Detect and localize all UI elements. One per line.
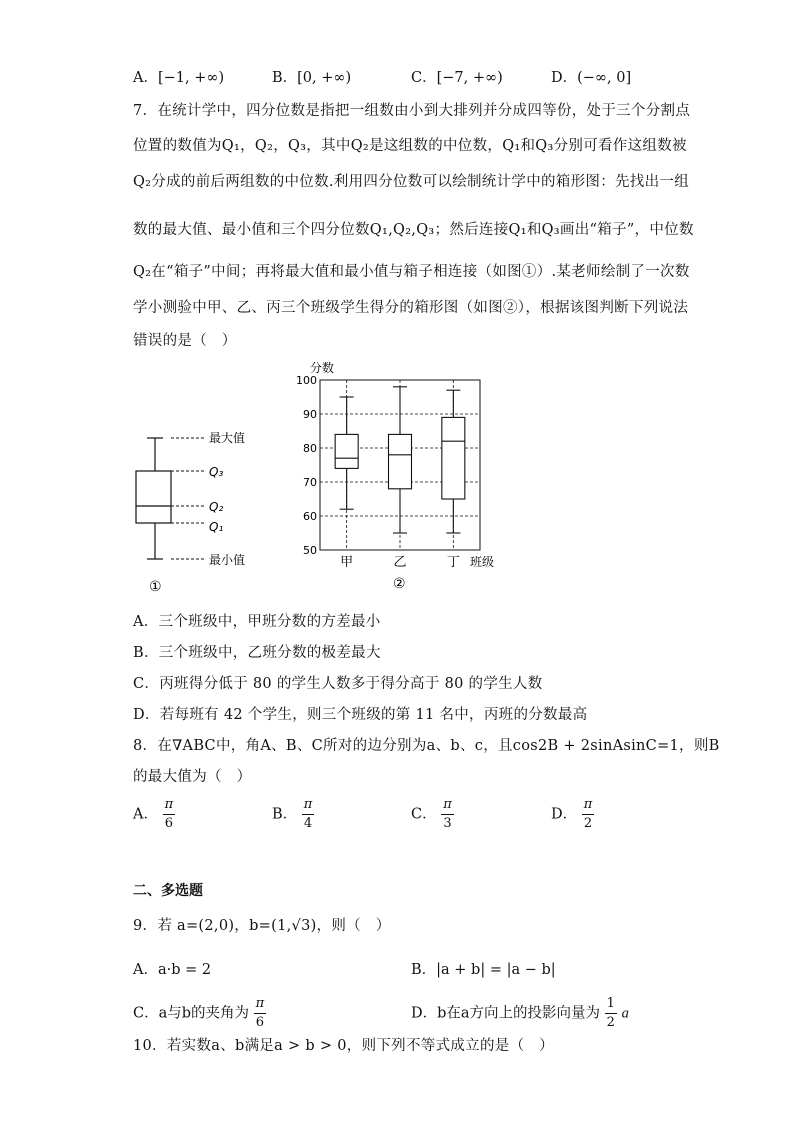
q8-option-b-fraction: $\frac{\pi}{4}$ <box>303 797 313 831</box>
q8-option-c-label: C． <box>411 806 437 823</box>
q8-option-d-label: D． <box>551 806 578 823</box>
y-tick-label: 70 <box>303 476 317 489</box>
q7-stem-line-1: 7．在统计学中，四分位数是指把一组数由小到大排列并分成四等份，处于三个分割点 <box>133 103 691 119</box>
box-2 <box>389 434 412 488</box>
box-1 <box>335 434 358 468</box>
q9-stem: 9．若 a=(2,0)，b=(1,√3)，则（ ） <box>133 918 391 934</box>
q9-option-a: A．a·b = 2 <box>133 962 212 978</box>
box-3 <box>442 417 465 499</box>
figure-1-caption: ① <box>149 579 162 595</box>
chart-x-axis-label: 班级 <box>470 555 495 569</box>
q7-stem-line-4: 数的最大值、最小值和三个四分位数Q₁,Q₂,Q₃；然后连接Q₁和Q₃画出“箱子”，中位数 <box>133 222 694 238</box>
q8-option-b <box>272 796 314 833</box>
q9-option-c <box>133 995 266 1032</box>
q6-option-c: C．[−7, +∞) <box>411 70 503 86</box>
y-tick-label: 80 <box>303 442 317 455</box>
chart-caption: ② <box>393 576 406 592</box>
q6-option-b: B．[0, +∞) <box>272 70 352 86</box>
q7-stem-line-6: 学小测验中甲、乙、丙三个班级学生得分的箱形图（如图②），根据该图判断下列说法 <box>133 300 689 316</box>
q6-option-d: D．(−∞, 0] <box>551 70 632 86</box>
q8-option-a <box>133 796 175 833</box>
q8-option-c <box>411 796 454 833</box>
x-category-label: 乙 <box>393 555 407 570</box>
q8-stem-line-1: 8．在∇ABC中，角A、B、C所对的边分别为a、b、c，且cos2B + 2sinAsinC=1，则B <box>133 738 720 754</box>
q8-option-c-fraction: $\frac{\pi}{3}$ <box>443 797 452 831</box>
q8-option-a-fraction: $\frac{\pi}{6}$ <box>164 797 174 831</box>
figure-1-min-label: 最小值 <box>209 553 246 567</box>
q7-option-c: C．丙班得分低于 80 的学生人数多于得分高于 80 的学生人数 <box>133 676 543 692</box>
q9-option-c-text: C．a与b的夹角为 <box>133 1005 250 1022</box>
figure-1-q2-label: Q₂ <box>209 500 224 514</box>
chart-y-axis-label: 分数 <box>310 361 335 375</box>
q8-option-d-fraction: $\frac{\pi}{2}$ <box>583 797 593 831</box>
q8-option-d <box>551 796 594 833</box>
q7-stem-line-7: 错误的是（ ） <box>133 333 237 349</box>
q9-option-d-fraction: $\frac{1}{2}$ <box>606 996 615 1030</box>
q7-stem-line-2: 位置的数值为Q₁，Q₂，Q₃，其中Q₂是这组数的中位数，Q₁和Q₃分别可看作这组数被 <box>133 138 687 154</box>
q9-option-c-fraction: $\frac{\pi}{6}$ <box>255 996 265 1030</box>
figure-1-q1-label: Q₁ <box>209 520 224 534</box>
y-tick-label: 60 <box>303 510 317 523</box>
q7-stem-line-3: Q₂分成的前后两组数的中位数.利用四分位数可以绘制统计学中的箱形图：先找出一组 <box>133 174 690 190</box>
x-category-label: 丁 <box>446 555 460 570</box>
section-title-multiple-choice: 二、多选题 <box>133 883 203 899</box>
q6-option-a: A．[−1, +∞) <box>133 70 225 86</box>
q7-option-b: B．三个班级中，乙班分数的极差最大 <box>133 645 381 661</box>
q10-stem: 10．若实数a、b满足a > b > 0，则下列不等式成立的是（ ） <box>133 1038 554 1054</box>
q9-option-b: B．|a + b| = |a − b| <box>411 962 556 978</box>
q7-option-a: A．三个班级中，甲班分数的方差最小 <box>133 614 381 630</box>
q8-option-a-label: A． <box>133 806 158 823</box>
y-tick-label: 50 <box>303 544 317 557</box>
q9-option-d <box>411 995 629 1032</box>
figure-1-q3-label: Q₃ <box>209 465 224 479</box>
figure-2-class-boxplot-chart <box>285 358 510 598</box>
q7-stem-line-5: Q₂在“箱子”中间；再将最大值和最小值与箱子相连接（如图①）.某老师绘制了一次数 <box>133 264 690 280</box>
q9-option-d-vector: a <box>621 1005 629 1022</box>
figure-1-boxplot-diagram <box>125 425 270 600</box>
q9-option-d-text: D．b在a方向上的投影向量为 <box>411 1005 601 1022</box>
q7-option-d: D．若每班有 42 个学生，则三个班级的第 11 名中，丙班的分数最高 <box>133 707 588 723</box>
y-tick-label: 100 <box>296 374 317 387</box>
y-tick-label: 90 <box>303 408 317 421</box>
figure-1-max-label: 最大值 <box>209 431 246 445</box>
q8-option-b-label: B． <box>272 806 298 823</box>
x-category-label: 甲 <box>340 555 354 570</box>
q8-stem-line-2: 的最大值为（ ） <box>133 769 252 785</box>
